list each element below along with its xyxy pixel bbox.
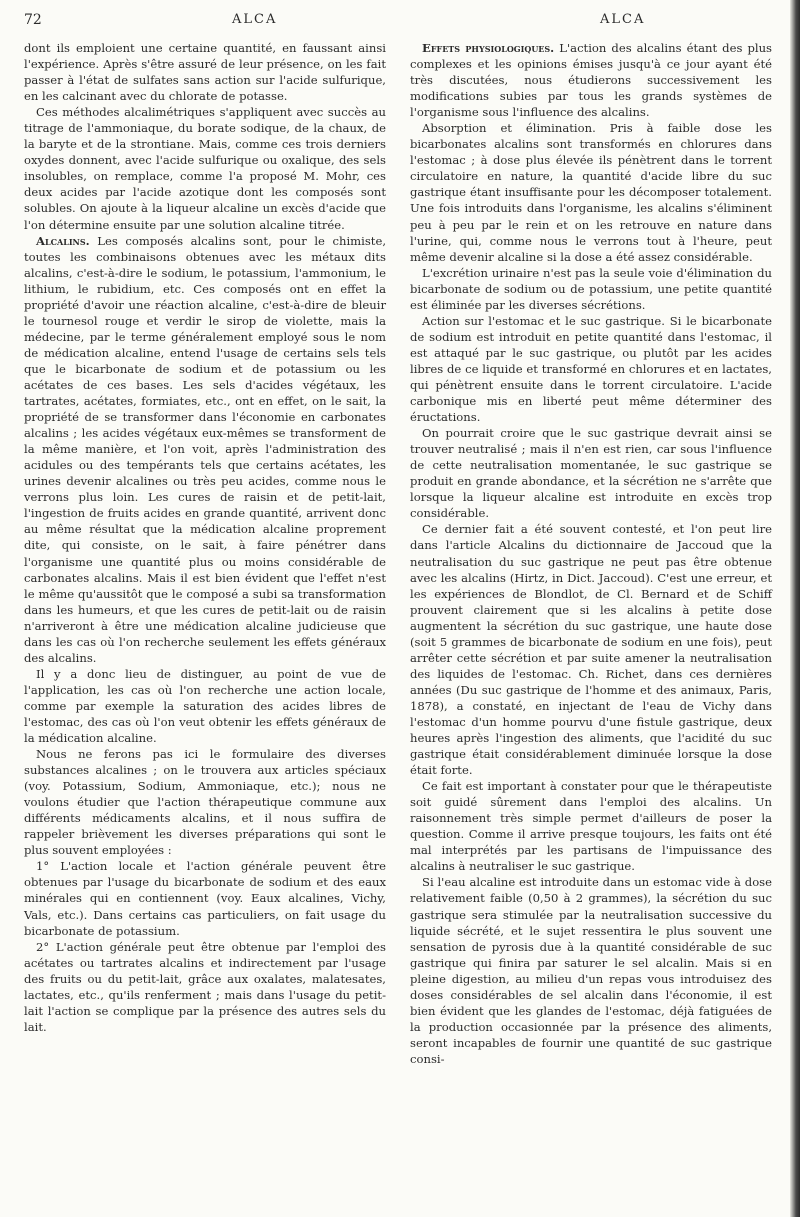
entry-heading: Alcalins. bbox=[36, 233, 90, 248]
paragraph bbox=[24, 233, 386, 666]
section-heading: Effets physiologiques. bbox=[422, 41, 555, 55]
page-number: 72 bbox=[24, 12, 42, 28]
paragraph: 2° L'action générale peut être obtenue par l'emploi des acétates ou tartrates alcalins et indirectement par l'usage des fruits ou du petit-lait, grâce aux oxalates, malatesates, lactates, etc., qu'ils renferment ; mais dans l'usage du petit-lait l'action se complique par la présence des autres sels du lait. bbox=[24, 939, 386, 1034]
paragraph: Absorption et élimination. Pris à faible dose les bicarbonates alcalins sont transformés en chlorures dans l'estomac ; à dose plus élevée ils pénètrent dans le torrent circulatoire en nature, la quantité d'acide libre du suc gastrique étant insuffisante pour les décomposer totalement. Une fois introduits dans l'organisme, les alcalins s'éliminent peu à peu par le rein et on les retrouve en nature dans l'urine, qui, comme nous le verrons tout à l'heure, peut même devenir alcaline si la dose a été assez considérable. bbox=[410, 121, 772, 264]
paragraph: 1° L'action locale et l'action générale peuvent être obtenues par l'usage du bicarbonate de sodium et des eaux minérales qui en contiennent (voy. Eaux alcalines, Vichy, Vals, etc.). Dans certains cas particuliers, on fait usage du bicarbonate de potassium. bbox=[24, 859, 386, 938]
paragraph: Si l'eau alcaline est introduite dans un estomac vide à dose relativement faible (0,50 à 2 grammes), la sécrétion du suc gastrique sera stimulée par la neutralisation successive du liquide sécrété, et le sujet ressentira le plus souvent une sensation de pyrosis due à la quantité considérable de suc gastrique qui finira par saturer le sel alcalin. Mais si en pleine digestion, au milieu d'un repas vous introduisez des doses considérables de sel alcalin dans l'économie, il est bien évident que les glandes de l'estomac, déjà fatiguées de la production occasionnée par la présence des aliments, seront incapables de fournir une quantité de suc gastrique consi- bbox=[410, 875, 772, 1066]
paragraph-text: L'action des alcalins étant des plus complexes et les opinions émises jusqu'à ce jour ayant été très discutées, nous étudierons successivement les modifications subies par tous les grands systèmes de l'organisme sous l'influence des alcalins. bbox=[410, 41, 772, 120]
paragraph: Ce fait est important à constater pour que le thérapeutiste soit guidé sûrement dans l'emploi des alcalins. Un raisonnement très simple permet d'ailleurs de poser la question. Comme il arrive presque toujours, les faits ont été mal interprétés par les partisans de l'impuissance des alcalins à neutraliser le suc gastrique. bbox=[410, 779, 772, 874]
paragraph: Ce dernier fait a été souvent contesté, et l'on peut lire dans l'article Alcalins du dictionnaire de Jaccoud que la neutralisation du suc gastrique ne peut pas être obtenue avec les alcalins (Hirtz, in Dict. Jaccoud). C'est une erreur, et les expériences de Blondlot, de Cl. Bernard et de Schiff prouvent clairement que si les alcalins à petite dose augmentent la sécrétion du suc gastrique, une haute dose (soit 5 grammes de bicarbonate de sodium en une fois), peut arrêter cette sécrétion et par suite amener la neutralisation des liquides de l'estomac. Ch. Richet, dans ces dernières années (Du suc gastrique de l'homme et des animaux, Paris, 1878), a constaté, en injectant de l'eau de Vichy dans l'estomac d'un homme pourvu d'une fistule gastrique, deux heures après l'ingestion des aliments, que l'acidité du suc gastrique était considérablement diminuée lorsque la dose était forte. bbox=[410, 522, 772, 778]
paragraph-text: Les composés alcalins sont, pour le chimiste, toutes les combinaisons obtenues avec les métaux dits alcalins, c'est-à-dire le sodium, le potassium, l'ammonium, le lithium, le rubidium, etc. Ces composés ont en effet la propriété d'avoir une réaction alcaline, c'est-à-dire de bleuir le tournesol rouge et verdir le sirop de violette, mais la médecine, par le terme généralement employé sous le nom de médication alcaline, entend l'usage de certains sels tels que le bicarbonate de sodium et de potassium ou les acétates de ces bases. Les sels d'acides végétaux, les tartrates, acétates, formiates, etc., ont en effet, on le sait, la propriété de se transformer dans l'économie en carbonates alcalins ; les acides végétaux eux-mêmes se transforment de la même manière, et l'on voit, après l'administration des acidules ou des tempérants tels que certains acétates, les urines devenir alcalines ou très peu acides, comme nous le verrons plus loin. Les cures de raisin et de petit-lait, l'ingestion de fruits acides en grande quantité, arrivent donc au même résultat que la médication alcaline proprement dite, qui consiste, on le sait, à faire pénétrer dans l'organisme une quantité plus ou moins considérable de carbonates alcalins. Mais il est bien évident que l'effet n'est le même qu'aussitôt que le composé a subi sa transformation dans les humeurs, et que les cures de petit-lait ou de raisin n'arriveront à être une médication alcaline judicieuse que dans les cas où l'on recherche seulement les effets généraux des alcalins. bbox=[24, 233, 387, 665]
right-column bbox=[410, 40, 772, 1067]
running-head-right: ALCA bbox=[600, 12, 646, 27]
paragraph: L'excrétion urinaire n'est pas la seule voie d'élimination du bicarbonate de sodium ou de potassium, une petite quantité est éliminée par les diverses sécrétions. bbox=[410, 265, 772, 312]
paragraph: dont ils emploient une certaine quantité, en faussant ainsi l'expérience. Après s'être assuré de leur présence, on les fait passer à l'état de sulfates sans action sur l'acide sulfurique, en les calcinant avec du chlorate de potasse. bbox=[24, 41, 386, 104]
page-header bbox=[0, 12, 800, 36]
running-head-left: ALCA bbox=[232, 12, 278, 27]
paragraph: Il y a donc lieu de distinguer, au point de vue de l'application, les cas où l'on recherche une action locale, comme par exemple la saturation des acides libres de l'estomac, des cas où l'on veut obtenir les effets généraux de la médication alcaline. bbox=[24, 666, 386, 746]
page-edge-shadow bbox=[790, 0, 800, 1217]
paragraph: Action sur l'estomac et le suc gastrique. Si le bicarbonate de sodium est introduit en petite quantité dans l'estomac, il est attaqué par le suc gastrique, ou plutôt par les acides libres de ce liquide et transformé en chlorures et en lactates, qui pénètrent ensuite dans le torrent circulatoire. L'acide carbonique mis en liberté peut même déterminer des éructations. bbox=[410, 313, 772, 425]
paragraph: Ces méthodes alcalimétriques s'appliquent avec succès au titrage de l'ammoniaque, du borate sodique, de la chaux, de la baryte et de la strontiane. Mais, comme ces trois derniers oxydes donnent, avec l'acide sulfurique ou oxalique, des sels insolubles, on remplace, comme l'a proposé M. Mohr, ces deux acides par l'acide azotique dont les composés sont solubles. On ajoute à la liqueur alcaline un excès d'acide que l'on détermine ensuite par une solution alcaline titrée. bbox=[24, 105, 386, 232]
left-column bbox=[24, 40, 386, 1035]
paragraph bbox=[410, 40, 772, 120]
paragraph: Nous ne ferons pas ici le formulaire des diverses substances alcalines ; on le trouvera aux articles spéciaux (voy. Potassium, Sodium, Ammoniaque, etc.); nous ne voulons étudier que l'action thérapeutique commune aux différents médicaments alcalins, et il nous suffira de rappeler brièvement les diverses préparations qui sont le plus souvent employées : bbox=[24, 747, 386, 858]
paragraph: On pourrait croire que le suc gastrique devrait ainsi se trouver neutralisé ; mais il n'en est rien, car sous l'influence de cette neutralisation momentanée, le suc gastrique se produit en grande abondance, et la sécrétion ne s'arrête que lorsque la liqueur alcaline est introduite en excès trop considérable. bbox=[410, 426, 772, 521]
